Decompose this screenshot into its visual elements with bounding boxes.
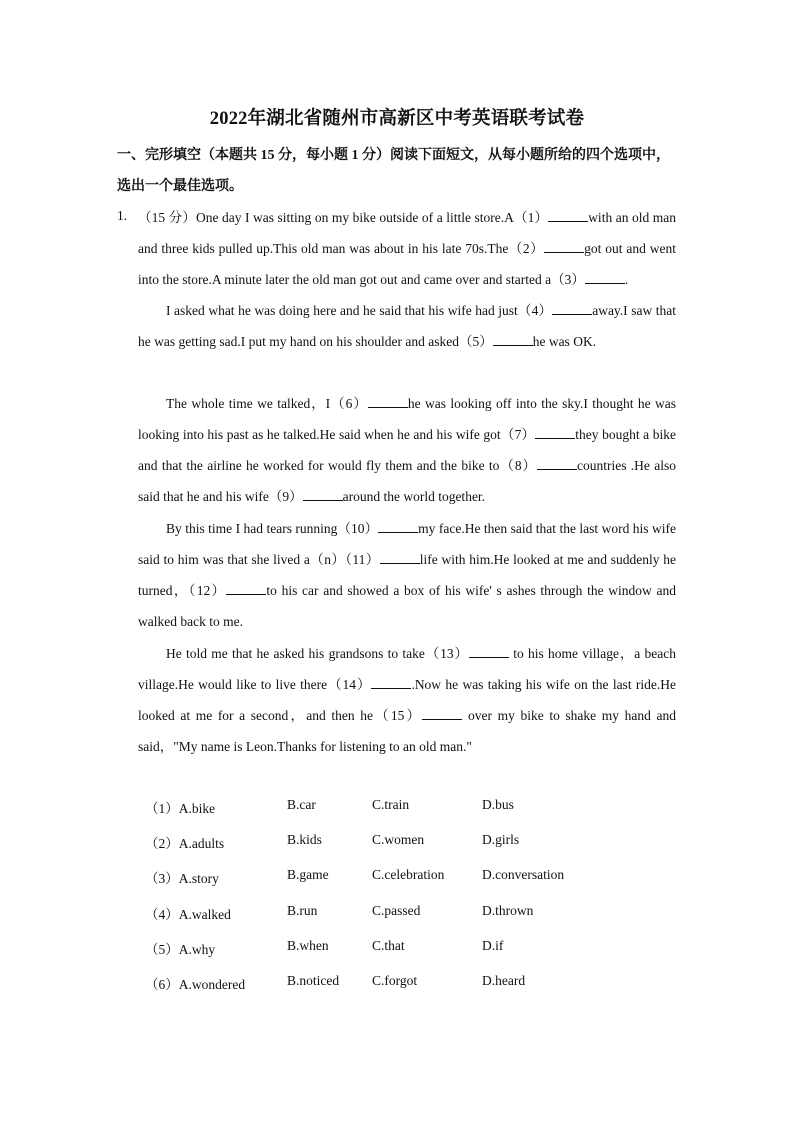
answer-blank (371, 676, 411, 689)
option-d: D.bus (482, 797, 514, 812)
option-b: B.run (287, 902, 318, 918)
option-c: C.that (372, 937, 405, 953)
passage-text: he was OK. (532, 334, 597, 349)
answer-blank (380, 551, 420, 564)
option-b: B.car (287, 797, 316, 812)
passage-paragraph-1 (138, 202, 676, 295)
option-a: （3）A.story (145, 871, 219, 887)
option-d: D.girls (482, 832, 520, 848)
passage-text: over my bike to shake my hand and said，"My name is Leon.Thanks for listening to an old man." (138, 708, 676, 754)
option-b: B.when (287, 937, 329, 953)
option-a: （4）A.walked (145, 906, 231, 922)
page-title: 2022年湖北省随州市高新区中考英语联考试卷 (209, 109, 585, 129)
passage-text: By this time I had tears running（10） (166, 521, 379, 536)
answer-blank (378, 520, 418, 533)
passage-text: He told me that he asked his grandsons to take（13） (166, 646, 469, 661)
section-instruction-line1: 一、完形填空（本题共 15 分，每小题 1 分）阅读下面短文，从每小题所给的四个选项中， (117, 148, 670, 163)
answer-blank (422, 707, 462, 720)
passage-text: my face.He then said that the last word his wife said to him was that she lived a（n）（11） (138, 521, 676, 567)
passage-text: to his home village，a beach village.He would like to live there（14） (138, 646, 676, 692)
option-a: （5）A.why (145, 941, 216, 957)
answer-blank (537, 457, 577, 470)
passage-text: The whole time we talked，I（6） (166, 396, 368, 411)
question-number (117, 208, 127, 224)
passage-text: .Now he was taking his wife on the last ride.He looked at me for a second，and then he（15） (138, 677, 676, 723)
answer-blank (544, 240, 584, 253)
passage-paragraph-3 (138, 388, 676, 512)
answer-blank (493, 333, 533, 346)
passage-text: countries .He also said that he and his wife（9） (138, 458, 676, 504)
answer-blank (535, 426, 575, 439)
passage-text: away.I saw that he was getting sad.I put my hand on his shoulder and asked（5） (138, 303, 677, 349)
option-c: C.train (372, 797, 410, 812)
option-d: D.heard (482, 972, 526, 988)
question-number-label: 1. (117, 208, 128, 223)
answer-blank (469, 645, 509, 658)
passage-paragraph-4 (138, 513, 676, 637)
option-a: （1）A.bike (145, 801, 216, 816)
passage-text: to his car and showed a box of his wife' s ashes through the window and walked back to me. (138, 583, 676, 629)
passage-text: around the world together. (342, 489, 486, 504)
option-d: D.conversation (482, 867, 565, 883)
passage-text: they bought a bike and that the airline he worked for would fly them and the bike to（8） (138, 427, 676, 473)
passage-text: he was looking off into the sky.I thought he was looking into his past as he talked.He said when he and his wife got（7） (138, 396, 676, 442)
passage-paragraph-2 (138, 295, 676, 357)
question-score: （15 分） (138, 210, 196, 225)
passage-text: I asked what he was doing here and he said that his wife had just（4） (166, 303, 553, 318)
option-d: D.thrown (482, 902, 534, 918)
option-b: B.game (287, 867, 329, 883)
passage-text: One day I was sitting on my bike outside of a little store.A（1） (195, 210, 549, 225)
section-instruction-line2: 选出一个最佳选项。 (117, 179, 243, 194)
answer-blank (552, 302, 592, 315)
answer-blank (585, 271, 625, 284)
option-c: C.celebration (372, 867, 445, 883)
option-c: C.passed (372, 902, 421, 918)
option-b: B.kids (287, 832, 322, 848)
option-c: C.forgot (372, 972, 418, 988)
answer-blank (303, 488, 343, 501)
answer-blank (226, 582, 266, 595)
passage-text: with an old man and three kids pulled up.This old man was about in his late 70s.The（2） (138, 210, 676, 256)
option-b: B.noticed (287, 972, 340, 988)
option-c: C.women (372, 832, 425, 848)
option-a: （2）A.adults (145, 836, 225, 852)
option-a: （6）A.wondered (145, 976, 246, 992)
answer-blank (368, 395, 408, 408)
answer-blank (548, 209, 588, 222)
passage-text: got out and went into the store.A minute later the old man got out and came over and started a（3） (138, 241, 676, 287)
option-d: D.if (482, 937, 504, 953)
passage-paragraph-5 (138, 638, 676, 762)
passage-text: life with him.He looked at me and suddenly he turned，（12） (138, 552, 676, 598)
passage-text: . (624, 272, 629, 287)
